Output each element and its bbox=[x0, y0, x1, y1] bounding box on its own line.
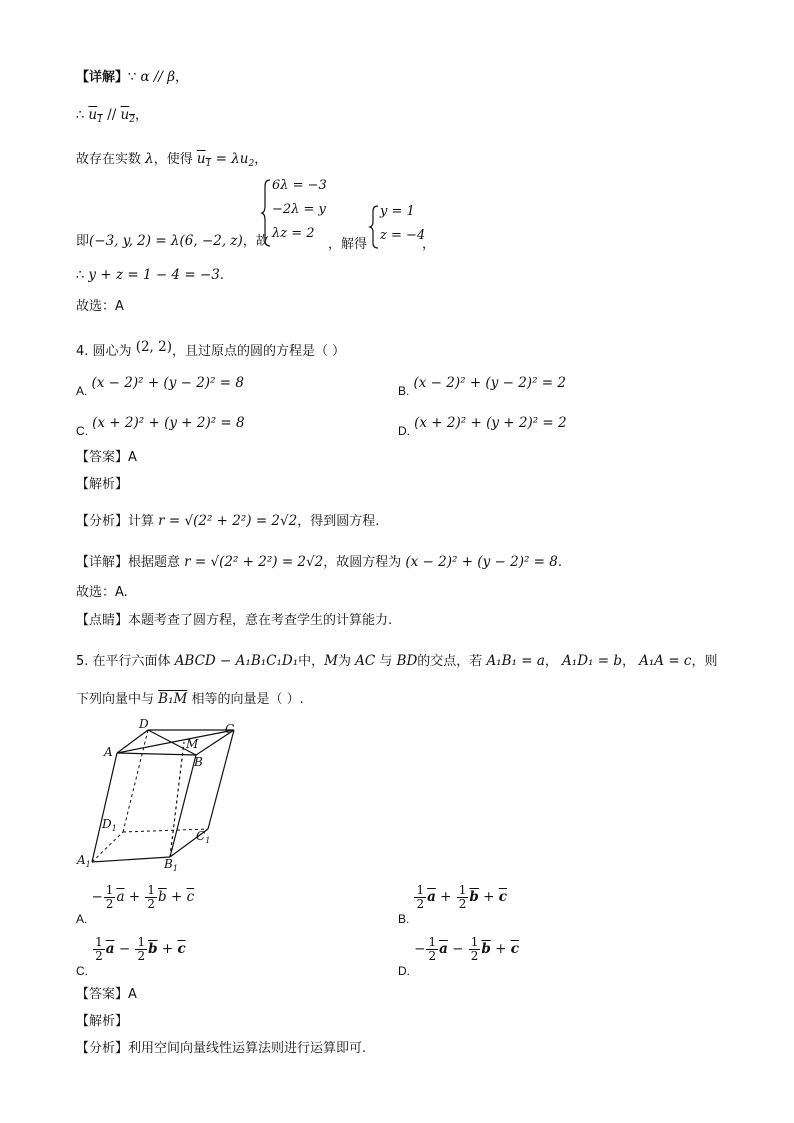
q5-stem-pre: 5. 在平行六面体 bbox=[76, 654, 171, 669]
q5-line2-post: 相等的向量是（ ）. bbox=[191, 692, 304, 707]
fraction-half: $\frac{1}{2}$ bbox=[105, 883, 114, 911]
q4-comment: 【点睛】本题考查了圆方程，意在考查学生的计算能力. bbox=[76, 613, 393, 628]
q4-option-b-text: (x − 2)² + (y − 2)² = 2 bbox=[413, 375, 566, 391]
q4-circle-equation: (x − 2)² + (y − 2)² = 8 bbox=[405, 554, 558, 570]
ji-text: 即 bbox=[76, 234, 90, 249]
q4-fenxi-pre: 【分析】计算 bbox=[76, 514, 155, 529]
q5-stem-mid3: 与 bbox=[379, 654, 393, 669]
fraction-half: $\frac{1}{2}$ bbox=[428, 935, 437, 963]
exists-text: 故存在实数 bbox=[76, 152, 142, 167]
q4-option-c-label: C. bbox=[76, 424, 88, 438]
q4-choose bbox=[76, 584, 128, 602]
q4-detail-mid: ，故圆方程为 bbox=[323, 555, 402, 570]
label-a1: $A_1$ bbox=[77, 853, 91, 869]
q4-option-a[interactable] bbox=[76, 374, 244, 398]
system1-row2: −2λ = y bbox=[272, 202, 326, 217]
q4-stem bbox=[76, 338, 345, 361]
therefore-symbol: ∴ bbox=[76, 108, 85, 123]
q5-option-d-label: D. bbox=[398, 964, 410, 978]
q5-point-m: M bbox=[324, 653, 338, 669]
label-c1: $C_1$ bbox=[196, 829, 211, 845]
label-d1: $D_1$ bbox=[102, 817, 117, 833]
q4-option-a-text: (x − 2)² + (y − 2)² = 8 bbox=[91, 375, 244, 391]
q4-radius-expression-2: r = √(2² + 2²) = 2√2 bbox=[184, 554, 324, 570]
label-b: B bbox=[194, 755, 203, 769]
because-symbol: ∵ bbox=[128, 70, 137, 85]
q5-vector-a: A₁B₁ = a bbox=[486, 653, 545, 669]
q5-vector-b: A₁D₁ = b bbox=[562, 653, 622, 669]
q5-solid-name: ABCD − A₁B₁C₁D₁ bbox=[174, 653, 299, 669]
fraction-half: $\frac{1}{2}$ bbox=[458, 883, 467, 911]
y-plus-z-result: y + z = 1 − 4 = −3 bbox=[88, 267, 220, 283]
q5-stem-mid1: 中， bbox=[298, 654, 325, 669]
q4-analysis: 【解析】 bbox=[76, 477, 129, 492]
q4-option-b[interactable] bbox=[398, 374, 566, 398]
q4-fenxi bbox=[76, 512, 379, 531]
q5-vector-b1m: B₁M bbox=[158, 691, 188, 707]
q4-stem-pre: 4. 圆心为 bbox=[76, 344, 132, 359]
q5-stem-line2 bbox=[76, 690, 304, 709]
q4-radius-expression: r = √(2² + 2²) = 2√2 bbox=[158, 513, 298, 529]
q5-segment-bd: BD bbox=[396, 653, 418, 669]
such-that-text: ，使得 bbox=[153, 152, 193, 167]
system1-row1: 6λ = −3 bbox=[272, 178, 327, 193]
fraction-half: $\frac{1}{2}$ bbox=[470, 935, 479, 963]
label-a: A bbox=[104, 745, 113, 759]
choose-a-1: 故选：A bbox=[76, 299, 124, 314]
q5-option-c-label: C. bbox=[76, 964, 88, 978]
segment-b1m bbox=[170, 742, 184, 857]
therefore-symbol-2: ∴ bbox=[76, 268, 85, 283]
q5-option-d[interactable]: D. − $\frac{1}{2}$ $\overline{a}$ − $\frac{1}{2}$ $\overline{b} + \overline{c}$ bbox=[398, 935, 519, 978]
edge-a1a bbox=[92, 753, 117, 862]
fraction-half: $\frac{1}{2}$ bbox=[137, 935, 146, 963]
u2-subscript: 2 bbox=[248, 159, 255, 169]
q5-segment-ac: AC bbox=[355, 653, 376, 669]
vector-u1-eq: $u_1$ bbox=[196, 151, 212, 169]
q5-stem-mid2: 为 bbox=[337, 654, 351, 669]
q5-vector-c: A₁A = c bbox=[639, 653, 692, 669]
q4-detail-pre: 【详解】根据题意 bbox=[76, 555, 181, 570]
q4-option-c[interactable] bbox=[76, 414, 245, 438]
detail-line-3 bbox=[76, 150, 267, 173]
q5-option-b[interactable]: B. $\frac{1}{2}$ $\overline{a}$ + $\frac{1}{2}$ $\overline{b} + \overline{c}$ bbox=[398, 883, 508, 926]
edge-ab bbox=[117, 753, 196, 755]
system1-row3: λz = 2 bbox=[272, 226, 315, 241]
q5-answer: 【答案】A bbox=[76, 987, 137, 1002]
q4-detail bbox=[76, 553, 562, 572]
q4-option-b-label: B. bbox=[398, 384, 410, 398]
q5-option-a[interactable]: A. − $\frac{1}{2}$ $\overline{a}$ + $\frac{1}{2}$ $\overline{b} + \overline{c}$ bbox=[76, 883, 195, 926]
parallelepiped-figure bbox=[76, 717, 256, 873]
hidden-edge-a1d1 bbox=[92, 832, 123, 862]
fraction-half: $\frac{1}{2}$ bbox=[147, 883, 156, 911]
detail-line-5: ∴ y + z = 1 − 4 = −3. bbox=[76, 267, 224, 283]
detail-line-4 bbox=[76, 232, 269, 251]
q4-answer: 【答案】A bbox=[76, 450, 137, 465]
q4-option-a-label: A. bbox=[76, 384, 88, 398]
q4-choose-text: 故选：A bbox=[76, 585, 124, 600]
parallel-symbol: // bbox=[102, 107, 121, 123]
vector-equation: (−3, y, 2) = λ(6, −2, z) bbox=[89, 233, 243, 249]
q5-option-b-label: B. bbox=[398, 912, 410, 926]
detail-tag: 【详解】 bbox=[76, 70, 129, 85]
eq-lambda-u2: = λu bbox=[211, 151, 249, 167]
system2-row1: y = 1 bbox=[380, 204, 415, 219]
fraction-half: $\frac{1}{2}$ bbox=[416, 883, 425, 911]
q5-sep1: ， bbox=[544, 654, 558, 669]
q4-choose-dot: . bbox=[123, 585, 128, 600]
q4-stem-post: ，且过原点的圆的方程是（ ） bbox=[171, 344, 346, 359]
q5-stem-line1 bbox=[76, 652, 718, 671]
label-c: C bbox=[225, 722, 235, 736]
label-m: M bbox=[186, 737, 199, 751]
q4-option-d-text: (x + 2)² + (y + 2)² = 2 bbox=[414, 415, 567, 431]
q4-option-d[interactable] bbox=[398, 414, 567, 438]
q5-stem-mid4: 的交点，若 bbox=[417, 654, 483, 669]
left-brace-2 bbox=[370, 204, 380, 250]
q5-sep2: ， bbox=[621, 654, 635, 669]
detail-line-2 bbox=[76, 106, 148, 129]
system2-row2: z = −4 bbox=[380, 228, 426, 243]
q5-stem-end: ，则 bbox=[691, 654, 718, 669]
q5-line2-pre: 下列向量中与 bbox=[76, 692, 155, 707]
q4-fenxi-post: ，得到圆方程. bbox=[297, 514, 380, 529]
fraction-half: $\frac{1}{2}$ bbox=[95, 935, 103, 963]
q4-option-c-text: (x + 2)² + (y + 2)² = 8 bbox=[92, 415, 245, 431]
q5-option-c[interactable]: C. $\frac{1}{2}$ $\overline{a}$ − $\frac{1}{2}$ $\overline{b} + \overline{c}$ bbox=[76, 935, 186, 978]
label-b1: $B_1$ bbox=[164, 857, 178, 873]
edge-b1b bbox=[170, 755, 196, 857]
label-d: D bbox=[139, 717, 149, 731]
q5-fenxi: 【分析】利用空间向量线性运算法则进行运算即可. bbox=[76, 1041, 367, 1056]
comma: ， bbox=[254, 152, 268, 167]
q4-detail-end: . bbox=[557, 555, 562, 570]
q5-option-a-label: A. bbox=[76, 912, 88, 926]
vector-u2: $u_2$ bbox=[120, 107, 135, 125]
gu-text: ，故 bbox=[242, 234, 269, 249]
q5-analysis: 【解析】 bbox=[76, 1014, 129, 1029]
comma: ， bbox=[175, 70, 189, 85]
alpha-parallel-beta: α // β bbox=[140, 69, 176, 85]
edge-a1b1 bbox=[92, 857, 170, 862]
vector-u1: $u_1$ bbox=[88, 107, 103, 125]
q4-option-d-label: D. bbox=[398, 424, 410, 438]
q4-center: (2, 2) bbox=[135, 339, 172, 355]
trailing-comma: ， bbox=[422, 237, 436, 252]
comma: ， bbox=[134, 108, 148, 123]
lambda-symbol: λ bbox=[145, 151, 154, 167]
jiede-text: ，解得 bbox=[328, 237, 368, 252]
detail-line-1 bbox=[76, 68, 188, 87]
